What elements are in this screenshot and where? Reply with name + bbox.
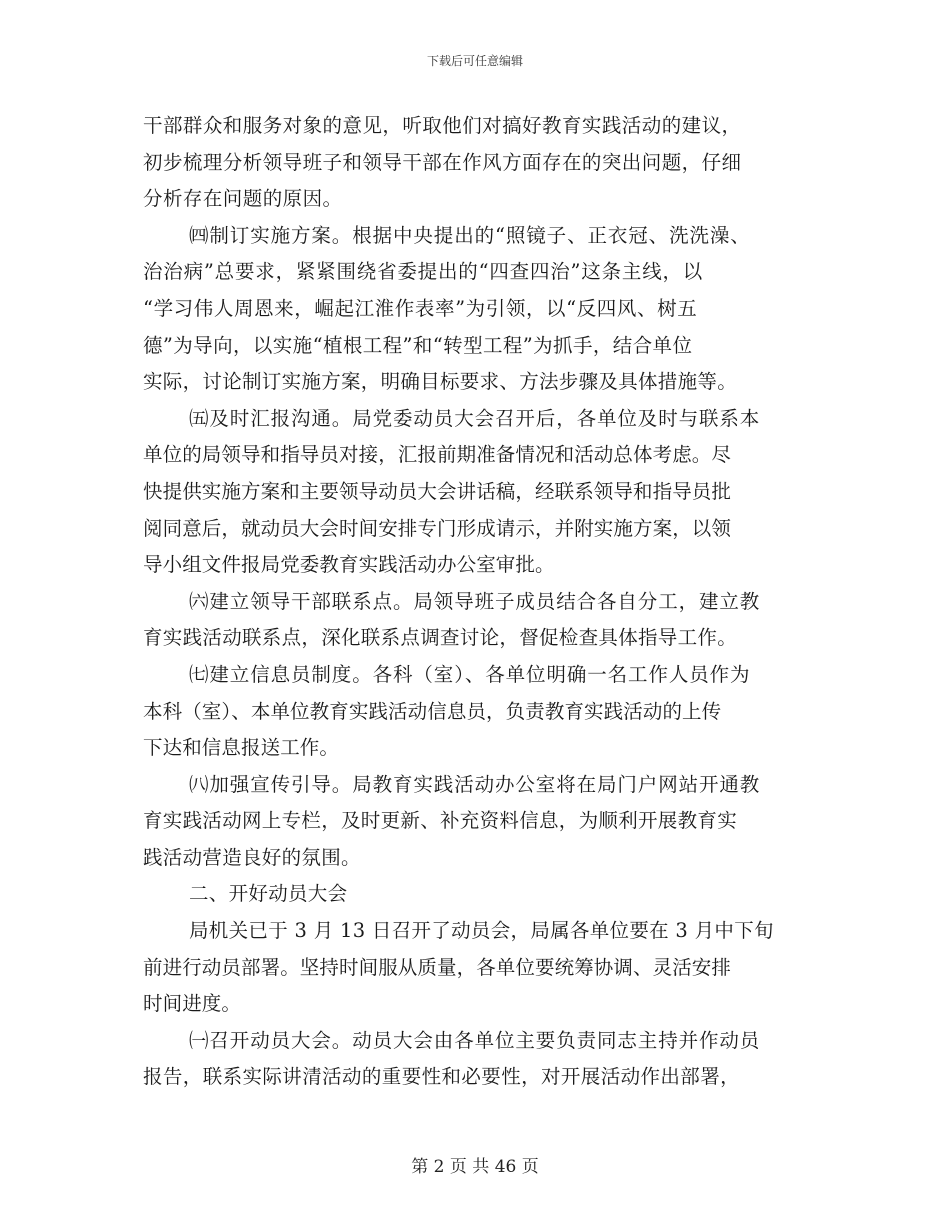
text-line: 阅同意后，就动员大会时间安排专门形成请示，并附实施方案，以领 (143, 516, 732, 540)
text-line: 单位的局领导和指导员对接，汇报前期准备情况和活动总体考虑。尽 (143, 443, 732, 467)
text-line: “学习伟人周恩来，崛起江淮作表率”为引领，以“反四风、树五 (143, 296, 698, 320)
text-line: 时间进度。 (143, 992, 242, 1016)
page-header: 下载后可任意编辑 (426, 54, 523, 68)
text-line: 实际，讨论制订实施方案，明确目标要求、方法步骤及具体措施等。 (143, 370, 738, 394)
text-line: 初步梳理分析领导班子和领导干部在作风方面存在的突出问题，仔细 (143, 150, 742, 174)
page-footer: 第 2 页 共 46 页 (411, 1157, 539, 1177)
text-line: 干部群众和服务对象的意见，听取他们对搞好教育实践活动的建议， (143, 114, 742, 137)
text-line: 导小组文件报局党委教育实践活动办公室审批。 (143, 553, 555, 577)
text-line: 育实践活动网上专栏，及时更新、补充资料信息，为顺利开展教育实 (143, 809, 738, 833)
text-line: 快提供实施方案和主要领导动员大会讲话稿，经联系领导和指导员批 (143, 479, 732, 503)
document-body (143, 108, 807, 1096)
text-line: 二、开好动员大会 (189, 882, 348, 906)
text-line: ㈦建立信息员制度。各科（室）、各单位明确一名工作人员作为 (189, 662, 751, 686)
text-line: 分析存在问题的原因。 (143, 187, 343, 211)
text-line: 践活动营造良好的氛围。 (143, 845, 361, 869)
text-line: 本科（室）、本单位教育实践活动信息员，负责教育实践活动的上传 (143, 699, 722, 723)
text-line: 治治病”总要求，紧紧围绕省委提出的“四查四治”这条主线，以 (143, 260, 704, 284)
text-line: 前进行动员部署。坚持时间服从质量，各单位要统筹协调、灵活安排 (143, 955, 732, 979)
text-line: 德”为导向，以实施“植根工程”和“转型工程”为抓手，结合单位 (143, 333, 693, 357)
text-line: 下达和信息报送工作。 (143, 736, 340, 760)
text-line: ㈠召开动员大会。动员大会由各单位主要负责同志主持并作动员 (189, 1028, 761, 1052)
text-line: ㈥建立领导干部联系点。局领导班子成员结合各自分工，建立教 (189, 589, 761, 613)
text-line: ㈣制订实施方案。根据中央提出的“照镜子、正衣冠、洗洗澡、 (189, 223, 751, 247)
text-line: 育实践活动联系点，深化联系点调查讨论，督促检查具体指导工作。 (143, 626, 738, 650)
text-line: ㈤及时汇报沟通。局党委动员大会召开后，各单位及时与联系本 (189, 406, 761, 430)
text-line: ㈧加强宣传引导。局教育实践活动办公室将在局门户网站开通教 (189, 772, 761, 796)
text-line: 报告，联系实际讲清活动的重要性和必要性，对开展活动作出部署， (143, 1065, 741, 1089)
text-line: 局机关已于 3 月 13 日召开了动员会，局属各单位要在 3 月中下旬 (189, 919, 774, 943)
